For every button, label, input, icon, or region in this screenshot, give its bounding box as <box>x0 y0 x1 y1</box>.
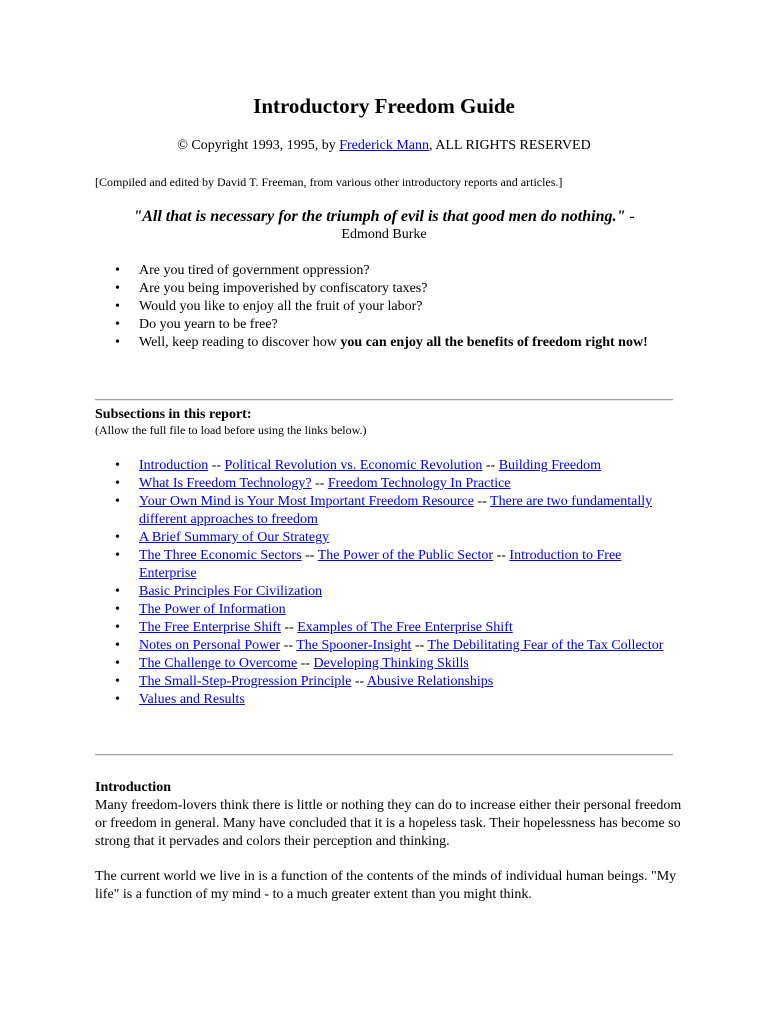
quote-text: "All that is necessary for the triumph of evil is that good men do nothing." <box>133 208 626 225</box>
subsection-link[interactable]: A Brief Summary of Our Strategy <box>139 530 330 545</box>
link-separator: -- <box>473 494 491 509</box>
list-item <box>112 493 672 529</box>
list-item <box>112 475 672 493</box>
subsections-heading: Subsections in this report: <box>95 407 252 422</box>
subsection-link[interactable]: Your Own Mind is Your Most Important Freedom Resource <box>139 494 474 509</box>
subsection-link[interactable]: Introduction <box>139 458 209 473</box>
link-separator: -- <box>351 674 367 689</box>
link-separator: -- <box>280 620 298 635</box>
copyright-line <box>0 137 768 155</box>
subsection-link[interactable]: Values and Results <box>139 692 245 707</box>
final-question-emphasis: you can enjoy all the benefits of freedom right now! <box>340 335 648 350</box>
list-item: • Are you tired of government oppression? <box>112 262 672 280</box>
subsection-link[interactable]: The Free Enterprise Shift <box>139 620 281 635</box>
link-separator: -- <box>301 548 318 563</box>
list-item <box>112 457 672 475</box>
subsection-link[interactable]: Developing Thinking Skills <box>313 656 469 671</box>
list-item <box>112 547 672 583</box>
divider <box>95 754 673 756</box>
list-item <box>112 529 672 547</box>
list-item <box>112 637 672 655</box>
link-separator: -- <box>311 476 328 491</box>
subsection-link[interactable]: Introduction to Free Enterprise <box>139 548 622 581</box>
quote-dash: - <box>625 208 635 225</box>
list-item <box>112 655 672 673</box>
subsection-link[interactable]: Freedom Technology In Practice <box>327 476 511 491</box>
subsection-link[interactable]: The Debilitating Fear of the Tax Collector <box>427 638 664 653</box>
question-list <box>112 262 672 352</box>
list-item <box>112 673 672 691</box>
list-item <box>112 601 672 619</box>
subsections-note: (Allow the full file to load before using the links below.) <box>95 423 367 437</box>
introduction-heading: Introduction <box>95 780 171 795</box>
list-item: • Are you being impoverished by confiscatory taxes? <box>112 280 672 298</box>
subsection-link[interactable]: The Three Economic Sectors <box>139 548 302 563</box>
author-link[interactable]: Frederick Mann <box>339 138 430 153</box>
list-item: • Would you like to enjoy all the fruit of your labor? <box>112 298 672 316</box>
introduction-paragraph: The current world we live in is a function of the contents of the minds of individual human beings. "My life" is a function of my mind - to a much greater extent than you might think. <box>95 869 677 902</box>
copyright-suffix: , ALL RIGHTS RESERVED <box>429 138 591 153</box>
link-separator: -- <box>493 548 510 563</box>
quote-block <box>0 207 768 243</box>
subsection-link[interactable]: Political Revolution vs. Economic Revolution <box>224 458 483 473</box>
link-separator: -- <box>411 638 428 653</box>
link-separator: -- <box>297 656 314 671</box>
subsections-list <box>112 457 672 709</box>
subsection-link[interactable]: The Spooner-Insight <box>296 638 412 653</box>
subsection-link[interactable]: The Challenge to Overcome <box>139 656 298 671</box>
subsection-link[interactable]: What Is Freedom Technology? <box>139 476 312 491</box>
subsection-link[interactable]: Basic Principles For Civilization <box>139 584 323 599</box>
divider <box>95 399 673 401</box>
link-separator: -- <box>208 458 225 473</box>
subsection-link[interactable]: The Power of Information <box>139 602 286 617</box>
compiled-note: [Compiled and edited by David T. Freeman, from various other introductory reports and articles.] <box>95 175 563 189</box>
introduction-paragraph: Many freedom-lovers think there is little or nothing they can do to increase either their personal freedom or freedom in general. Many have concluded that it is a hopeless task. Their hopelessness has become so strong that it pervades and colors their perception and thinking. <box>95 798 682 849</box>
subsection-link[interactable]: The Power of the Public Sector <box>317 548 494 563</box>
link-separator: -- <box>280 638 297 653</box>
subsection-link[interactable]: There are two fundamentally different approaches to freedom <box>139 494 653 527</box>
list-item <box>112 619 672 637</box>
subsection-link[interactable]: Building Freedom <box>498 458 601 473</box>
list-item <box>112 691 672 709</box>
list-item <box>112 334 672 352</box>
subsection-link[interactable]: Notes on Personal Power <box>139 638 281 653</box>
page-title: Introductory Freedom Guide <box>253 94 515 118</box>
list-item: • Do you yearn to be free? <box>112 316 672 334</box>
quote-author: Edmond Burke <box>341 227 427 242</box>
link-separator: -- <box>482 458 499 473</box>
subsection-link[interactable]: The Small-Step-Progression Principle <box>139 674 352 689</box>
list-item <box>112 583 672 601</box>
subsection-link[interactable]: Abusive Relationships <box>366 674 494 689</box>
final-question-text: Well, keep reading to discover how <box>139 335 341 350</box>
subsection-link[interactable]: Examples of The Free Enterprise Shift <box>297 620 513 635</box>
copyright-prefix: © Copyright 1993, 1995, by <box>177 138 340 153</box>
